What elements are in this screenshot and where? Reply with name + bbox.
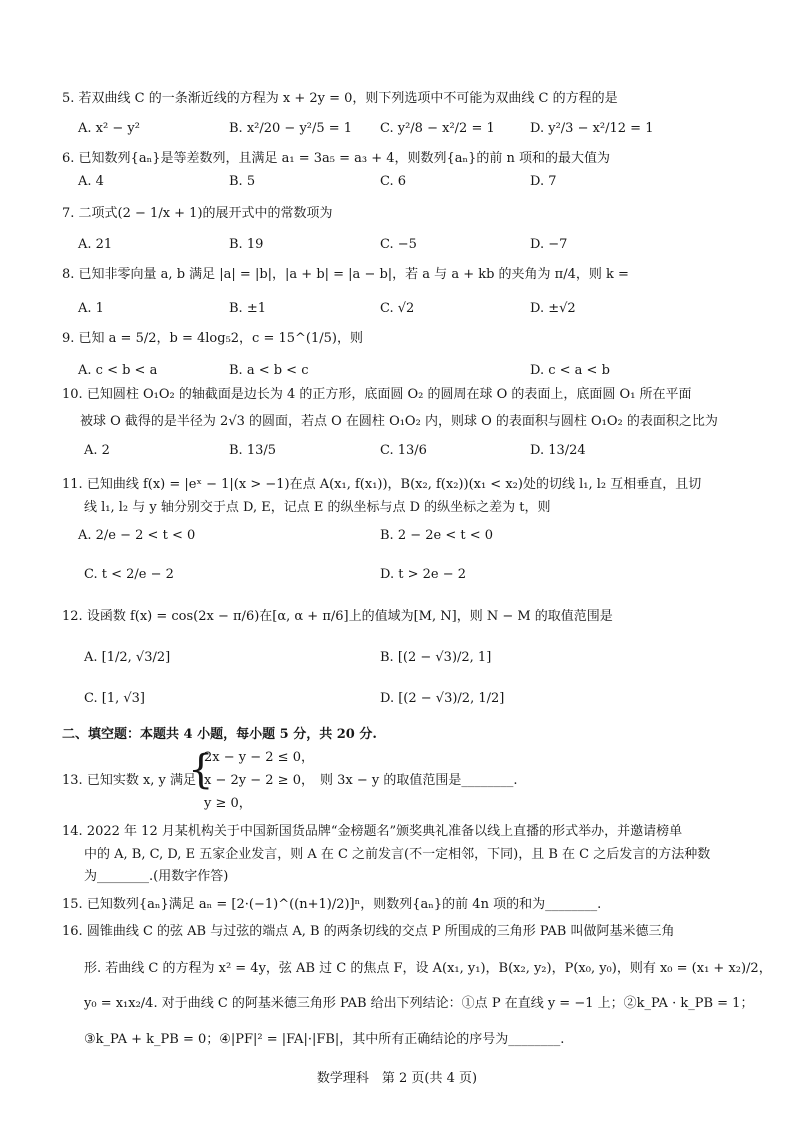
q14-line2: 中的 A, B, C, D, E 五家企业发言，则 A 在 C 之前发言(不一定相邻，下同)，且 B 在 C 之后发言的方法种数 (84, 847, 711, 862)
q14-line3: 为________.(用数字作答) (84, 869, 229, 884)
q6-option-d: D. 7 (530, 174, 557, 189)
q6-number: 6. (62, 151, 75, 166)
q11-text: 已知曲线 f(x) = |eˣ − 1|(x > −1)在点 A(x₁, f(x₁))，B(x₂, f(x₂))(x₁ < x₂)处的切线 l₁, l₂ 互相垂直，且切 (86, 477, 702, 492)
q10-stem (62, 386, 692, 404)
q10-text: 已知圆柱 O₁O₂ 的轴截面是边长为 4 的正方形，底面圆 O₂ 的圆周在球 O 的表面上，底面圆 O₁ 所在平面 (86, 387, 692, 402)
q10-number: 10. (62, 387, 83, 402)
q12-number: 12. (62, 609, 83, 624)
q12-option-c: C. [1, √3] (84, 691, 145, 706)
q6-stem (62, 150, 610, 168)
q8-option-b: B. ±1 (229, 301, 266, 316)
q9-option-b: B. a < b < c (229, 363, 309, 378)
q16-line4: ③k_PA + k_PB = 0；④|PF|² = |FA|·|FB|，其中所有正确结论的序号为________. (84, 1032, 565, 1047)
q5-number: 5. (62, 91, 75, 106)
q11-option-c: C. t < 2/e − 2 (84, 567, 174, 582)
q7-option-d: D. −7 (530, 237, 568, 252)
q8-option-d: D. ±√2 (530, 301, 576, 316)
q12-option-d: D. [(2 − √3)/2, 1/2] (380, 691, 505, 706)
q14-number: 14. (62, 824, 83, 839)
q8-text: 已知非零向量 a, b 满足 |a| = |b|，|a + b| = |a − b|，若 a 与 a + kb 的夹角为 π/4，则 k = (78, 267, 629, 282)
q8-number: 8. (62, 267, 75, 282)
q7-option-b: B. 19 (229, 237, 264, 252)
q13-stem (62, 772, 196, 790)
q9-option-d: D. c < a < b (530, 363, 610, 378)
q12-option-b: B. [(2 − √3)/2, 1] (380, 650, 492, 665)
q7-text: 二项式(2 − 1/x + 1)的展开式中的常数项为 (78, 206, 333, 221)
q10-option-c: C. 13/6 (380, 443, 427, 458)
page-footer: 数学理科 第 2 页(共 4 页) (316, 1071, 478, 1086)
q13-number: 13. (62, 773, 83, 788)
q12-stem (62, 608, 613, 626)
q11-stem (62, 476, 701, 494)
q7-number: 7. (62, 206, 75, 221)
q6-option-a: A. 4 (78, 174, 104, 189)
q5-option-c: C. y²/8 − x²/2 = 1 (380, 121, 495, 136)
q7-option-c: C. −5 (380, 237, 417, 252)
q13-cond-3: y ≥ 0， (204, 796, 252, 811)
q16-text-1: 圆锥曲线 C 的弦 AB 与过弦的端点 A, B 的两条切线的交点 P 所围成的三角形 PAB 叫做阿基米德三角 (86, 924, 675, 939)
q16-line3: y₀ = x₁x₂/4. 对于曲线 C 的阿基米德三角形 PAB 给出下列结论：①点 P 在直线 y = −1 上；②k_PA · k_PB = 1； (84, 996, 754, 1011)
q16-number: 16. (62, 924, 83, 939)
q11-number: 11. (62, 477, 83, 492)
q13-pre: 已知实数 x, y 满足 (86, 773, 197, 788)
q13-cond-1: 2x − y − 2 ≤ 0， (204, 750, 314, 765)
q15-text: 已知数列{aₙ}满足 aₙ = [2·(−1)^((n+1)/2)]ⁿ，则数列{aₙ}的前 4n 项的和为________. (86, 897, 602, 912)
q11-stem-line2: 线 l₁, l₂ 与 y 轴分别交于点 D, E，记点 E 的纵坐标与点 D 的纵坐标之差为 t，则 (84, 500, 551, 515)
q6-option-b: B. 5 (229, 174, 256, 189)
q8-option-a: A. 1 (78, 301, 104, 316)
q6-option-c: C. 6 (380, 174, 407, 189)
q5-text: 若双曲线 C 的一条渐近线的方程为 x + 2y = 0，则下列选项中不可能为双曲线 C 的方程的是 (78, 91, 618, 106)
q9-number: 9. (62, 331, 75, 346)
section2-heading: 二、填空题：本题共 4 小题，每小题 5 分，共 20 分. (62, 727, 377, 742)
q11-option-b: B. 2 − 2e < t < 0 (380, 528, 494, 543)
q16-line2: 形. 若曲线 C 的方程为 x² = 4y，弦 AB 过 C 的焦点 F，设 A(x₁, y₁)，B(x₂, y₂)，P(x₀, y₀)，则有 x₀ = (x₁ + x₂)/2， (84, 961, 772, 976)
q13-cond-2: x − 2y − 2 ≥ 0， (204, 773, 314, 788)
q8-stem (62, 266, 629, 284)
q16-line1 (62, 923, 675, 941)
q11-option-d: D. t > 2e − 2 (380, 567, 466, 582)
q13-brace: { (188, 747, 214, 793)
q8-option-c: C. √2 (380, 301, 415, 316)
q9-text: 已知 a = 5/2，b = 4log₅2，c = 15^(1/5)，则 (78, 331, 363, 346)
q5-option-a: A. x² − y² (78, 121, 140, 136)
q13-post: 则 3x − y 的取值范围是________. (320, 773, 518, 788)
q7-option-a: A. 21 (78, 237, 113, 252)
q12-option-a: A. [1/2, √3/2] (84, 650, 171, 665)
q15-stem (62, 896, 601, 914)
q10-option-d: D. 13/24 (530, 443, 586, 458)
q10-option-b: B. 13/5 (229, 443, 277, 458)
q9-option-a: A. c < b < a (78, 363, 158, 378)
q14-line1 (62, 823, 682, 841)
q10-option-a: A. 2 (84, 443, 110, 458)
q9-stem (62, 330, 363, 348)
q15-number: 15. (62, 897, 83, 912)
q6-text: 已知数列{aₙ}是等差数列，且满足 a₁ = 3a₅ = a₃ + 4，则数列{aₙ}的前 n 项和的最大值为 (78, 151, 611, 166)
q14-text-1: 2022 年 12 月某机构关于中国新国货品牌“金榜题名”颁奖典礼准备以线上直播的形式举办，并邀请榜单 (86, 824, 683, 839)
q10-stem-line2: 被球 O 截得的是半径为 2√3 的圆面，若点 O 在圆柱 O₁O₂ 内，则球 O 的表面积与圆柱 O₁O₂ 的表面积之比为 (80, 414, 718, 429)
q5-stem (62, 90, 618, 108)
q11-option-a: A. 2/e − 2 < t < 0 (78, 528, 196, 543)
q5-option-d: D. y²/3 − x²/12 = 1 (530, 121, 654, 136)
q7-stem (62, 205, 333, 223)
q12-text: 设函数 f(x) = cos(2x − π/6)在[α, α + π/6]上的值域为[M, N]，则 N − M 的取值范围是 (86, 609, 613, 624)
q5-option-b: B. x²/20 − y²/5 = 1 (229, 121, 353, 136)
